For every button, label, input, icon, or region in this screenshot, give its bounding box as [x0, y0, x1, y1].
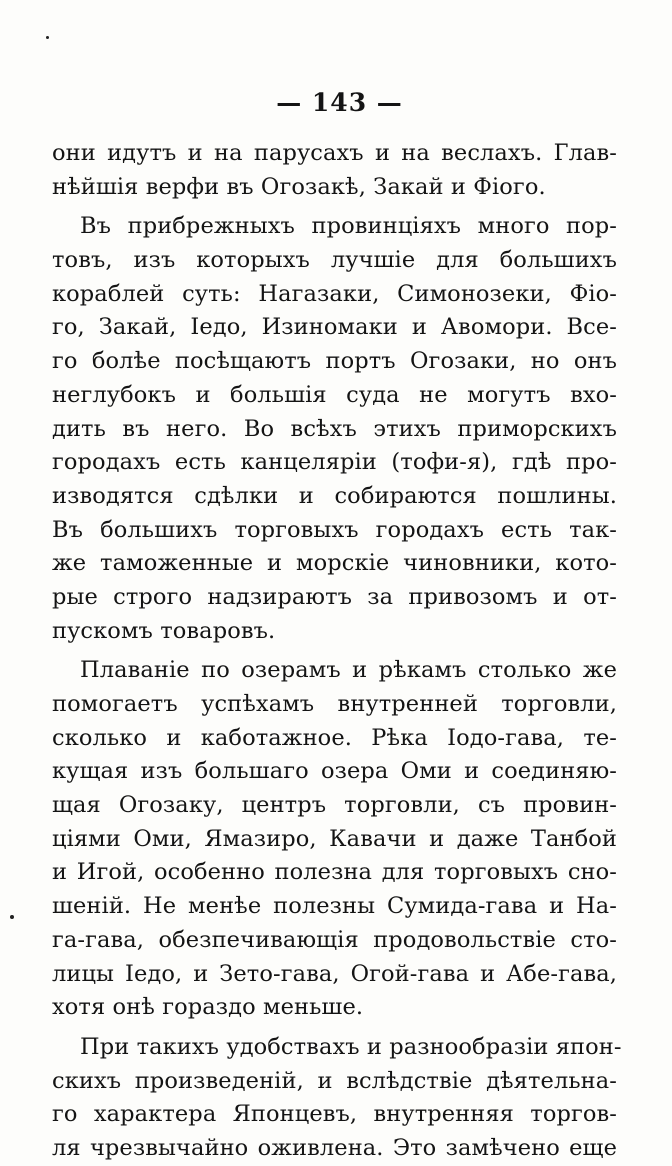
text-line: рые строго надзираютъ за привозомъ и от- — [52, 583, 617, 610]
paragraph-3 — [52, 654, 617, 1025]
text-line: ля чрезвычайно оживлена. Это замѣчено еще — [52, 1134, 617, 1161]
text-line: га-гава, обезпечивающія продовольствіе сто- — [52, 926, 617, 953]
text-line: они идутъ и на парусахъ и на веслахъ. Глав- — [52, 140, 617, 166]
paragraph-1 — [52, 137, 617, 204]
page-number: — 143 — — [276, 88, 403, 117]
text-line: го, Закай, Іедо, Изиномаки и Авомори. Все- — [52, 314, 617, 341]
text-line: хотя онѣ гораздо меньше. — [52, 994, 364, 1021]
text-line: нѣйшія верфи въ Огозакѣ, Закай и Фіого. — [52, 173, 546, 200]
text-line: При такихъ удобствахъ и разнообразіи япон- — [80, 1033, 622, 1060]
text-line: помогаетъ успѣхамъ внутренней торговли, — [52, 691, 617, 717]
text-line: кущая изъ большаго озера Оми и соединяю- — [52, 758, 617, 785]
text-line: Плаваніе по озерамъ и рѣкамъ столько же — [80, 657, 617, 684]
print-speck-left — [10, 915, 14, 919]
text-line: Въ прибрежныхъ провинціяхъ много пор- — [80, 213, 617, 240]
text-line: дить въ него. Во всѣхъ этихъ приморскихъ — [52, 415, 617, 442]
text-line: пускомъ товаровъ. — [52, 617, 276, 644]
text-line: шеній. Не менѣе полезны Сумида-гава и На- — [52, 893, 617, 920]
text-line: кораблей суть: Нагазаки, Симонозеки, Фіо- — [52, 280, 617, 307]
text-line: щая Огозаку, центръ торговли, съ провин- — [52, 792, 617, 819]
text-line: ціями Оми, Ямазиро, Кавачи и даже Танбой — [52, 825, 617, 852]
text-line: Въ большихъ торговыхъ городахъ есть так- — [52, 516, 617, 543]
text-line: и Игой, особенно полезна для торговыхъ сно- — [52, 859, 617, 886]
text-line: го характера Японцевъ, внутренняя торгов- — [52, 1101, 617, 1128]
text-line: товъ, изъ которыхъ лучшіе для большихъ — [52, 247, 617, 274]
paragraph-4 — [52, 1031, 622, 1166]
print-speck-top — [46, 36, 49, 39]
book-page — [52, 88, 622, 1166]
text-line: лицы Іедо, и Зето-гава, Огой-гава и Абе-гава, — [52, 960, 617, 987]
text-line: го болѣе посѣщаютъ портъ Огозаки, но онъ — [52, 348, 617, 375]
text-line: же таможенные и морскіе чиновники, кото- — [52, 550, 617, 577]
text-line: скихъ произведеній, и вслѣдствіе дѣятельна- — [52, 1067, 617, 1094]
text-line: сколько и каботажное. Рѣка Іодо-гава, те- — [52, 724, 617, 751]
text-line: изводятся сдѣлки и собираются пошлины. — [52, 482, 617, 509]
text-line: городахъ есть канцеляріи (тофи-я), гдѣ про- — [52, 449, 617, 476]
text-line: неглубокъ и большія суда не могутъ вхо- — [52, 381, 617, 408]
paragraph-2 — [52, 210, 617, 648]
